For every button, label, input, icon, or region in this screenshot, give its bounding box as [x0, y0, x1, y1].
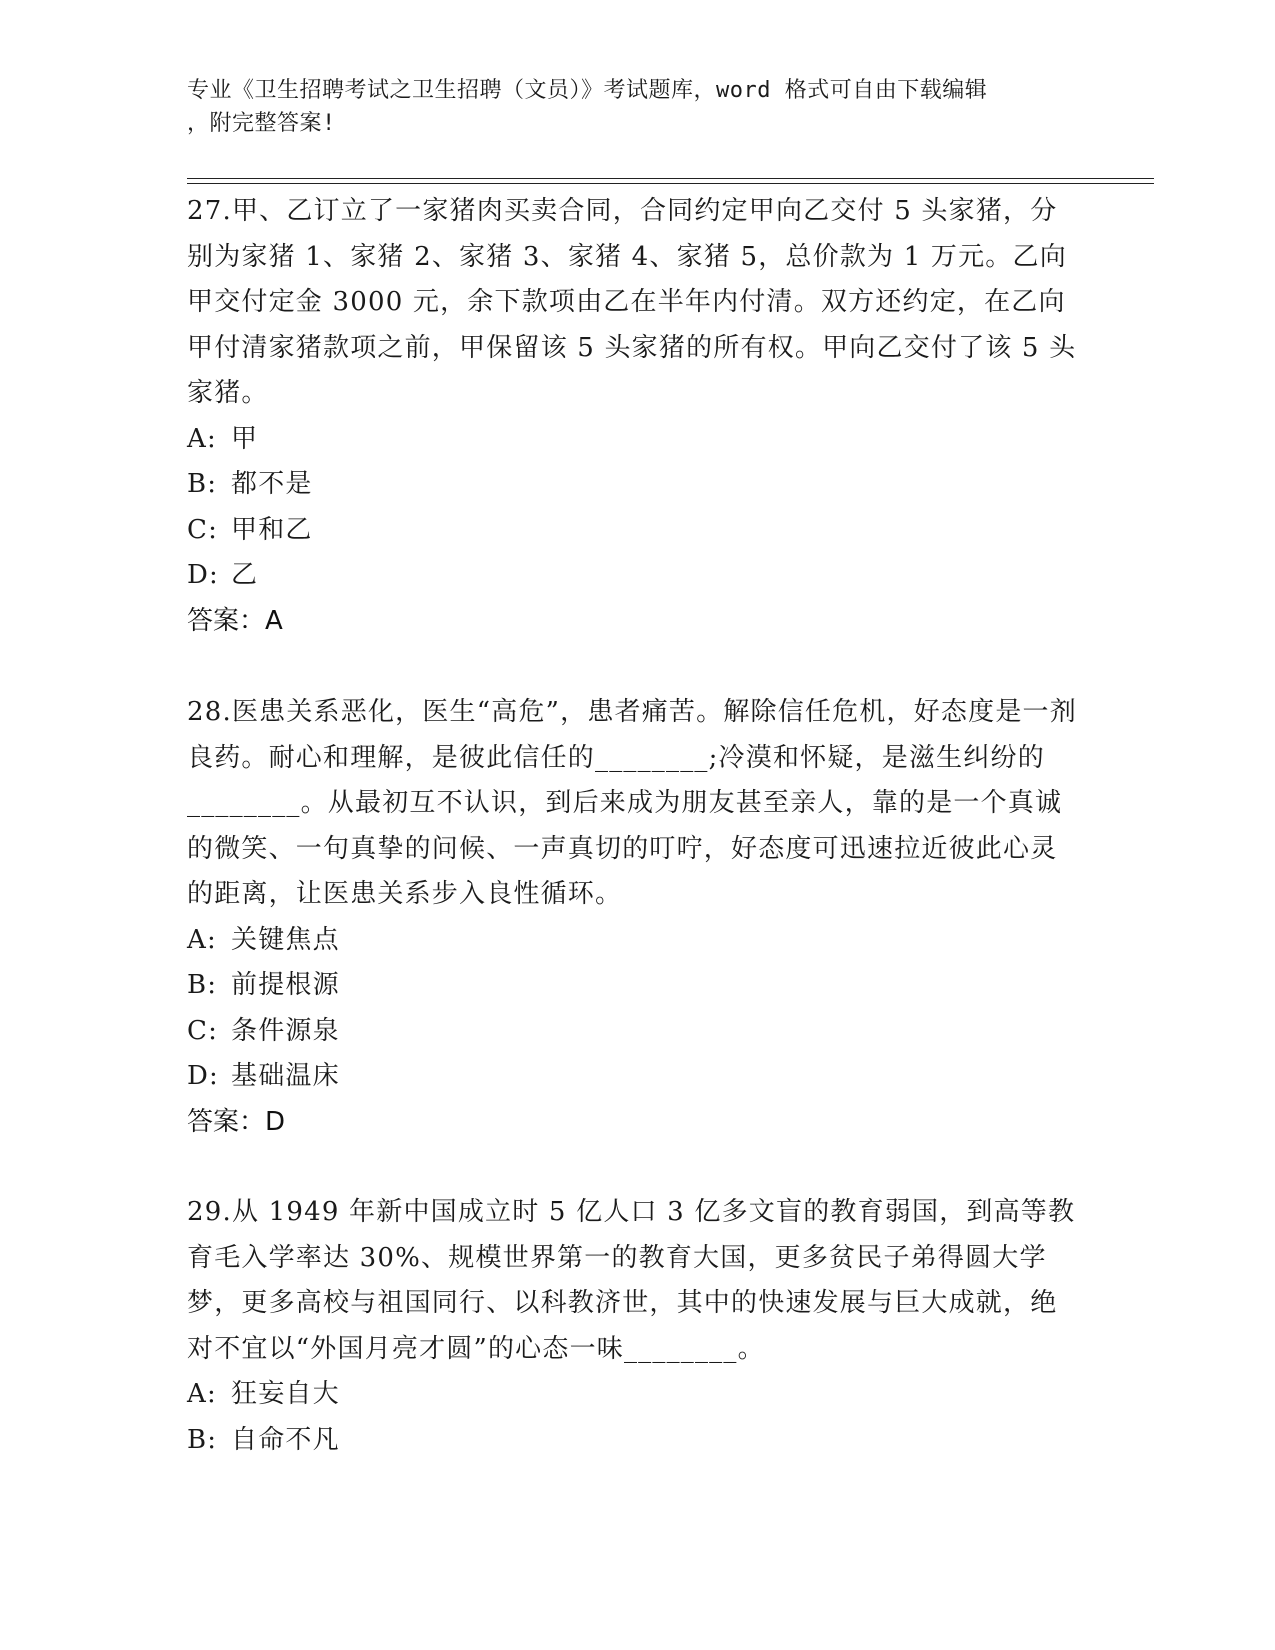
option-key: C:: [187, 514, 219, 545]
option-key: A:: [187, 1379, 217, 1409]
answer-line: 答案：A: [187, 605, 283, 636]
option-a: [187, 417, 1077, 463]
option-key: A:: [187, 423, 217, 454]
question-27: [187, 189, 1077, 644]
option-text: 甲: [231, 423, 259, 454]
option-b: [187, 462, 1077, 508]
option-text: 乙: [231, 560, 259, 590]
question-29: [187, 1190, 1077, 1463]
header-divider-top: [187, 178, 1154, 179]
header-line-1: 专业《卫生招聘考试之卫生招聘（文员）》考试题库，word 格式可自由下载编辑: [187, 78, 988, 103]
option-text: 条件源泉: [231, 1015, 340, 1046]
option-c: [187, 1009, 1077, 1055]
option-text: 甲和乙: [231, 514, 313, 545]
option-key: D:: [187, 560, 220, 590]
header-divider-bottom: [187, 183, 1154, 184]
option-text: 关键焦点: [231, 924, 340, 955]
question-stem: 29.从 1949 年新中国成立时 5 亿人口 3 亿多文盲的教育弱国，到高等教育毛入学率达 30%、规模世界第一的教育大国，更多贫民子弟得圆大学梦，更多高校与祖国同行、以科教济世，其中的快速发展与巨大成就，绝对不宜以“外国月亮才圆”的心态一味________。: [187, 1197, 1076, 1364]
header-line-2: ，附完整答案!: [187, 111, 336, 136]
page-header: [187, 74, 1067, 140]
option-key: D:: [187, 1061, 220, 1091]
option-a: [187, 1372, 1077, 1418]
option-text: 前提根源: [231, 970, 340, 1000]
question-stem: 27.甲、乙订立了一家猪肉买卖合同，合同约定甲向乙交付 5 头家猪，分别为家猪 1、家猪 2、家猪 3、家猪 4、家猪 5，总价款为 1 万元。乙向甲交付定金 3000 元，余下款项由乙在半年内付清。双方还约定，在乙向甲付清家猪款项之前，甲保留该 5 头家猪的所有权。甲向乙交付了该 5 头家猪。: [187, 196, 1077, 408]
question-stem: 28.医患关系恶化，医生“高危”，患者痛苦。解除信任危机，好态度是一剂良药。耐心和理解，是彼此信任的________;冷漠和怀疑，是滋生纠纷的________。从最初互不认识，到后来成为朋友甚至亲人，靠的是一个真诚的微笑、一句真挚的问候、一声真切的叮咛，好态度可迅速拉近彼此心灵的距离，让医患关系步入良性循环。: [187, 697, 1077, 909]
question-28: [187, 690, 1077, 1145]
option-b: [187, 1418, 1077, 1464]
option-c: [187, 508, 1077, 554]
option-d: [187, 553, 1077, 599]
answer-line: 答案：D: [187, 1106, 286, 1137]
option-b: [187, 963, 1077, 1009]
option-text: 自命不凡: [231, 1424, 340, 1455]
option-key: B:: [187, 1424, 218, 1455]
option-text: 基础温床: [231, 1061, 340, 1091]
option-a: [187, 918, 1077, 964]
option-key: A:: [187, 924, 217, 955]
option-key: B:: [187, 970, 218, 1000]
option-text: 都不是: [231, 469, 313, 499]
option-d: [187, 1054, 1077, 1100]
option-text: 狂妄自大: [231, 1379, 340, 1409]
option-key: B:: [187, 469, 218, 499]
option-key: C:: [187, 1015, 219, 1046]
